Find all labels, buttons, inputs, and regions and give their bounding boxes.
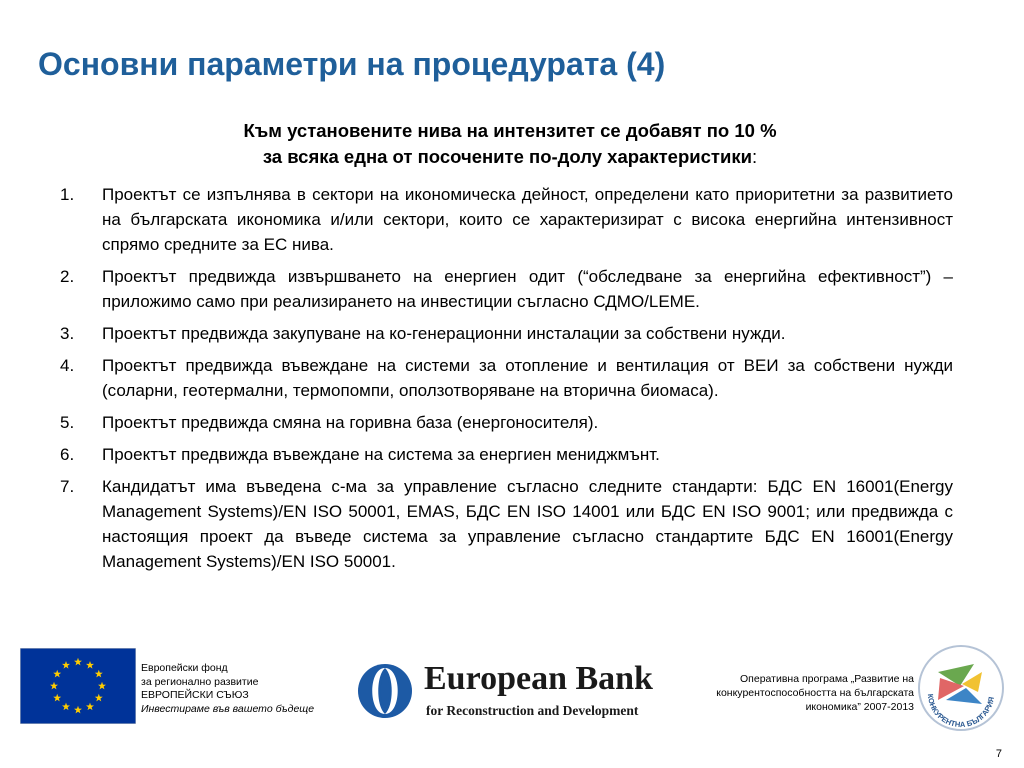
criteria-list — [60, 182, 953, 581]
intro-line-2 — [60, 144, 960, 170]
list-item — [60, 264, 953, 314]
list-item — [60, 410, 953, 435]
op-line: конкурентоспособността на българската — [716, 687, 914, 699]
page-number: 7 — [995, 748, 1002, 760]
intro-text — [60, 118, 960, 170]
list-item — [60, 442, 953, 467]
list-item-number: 5. — [60, 413, 75, 432]
list-item-number: 3. — [60, 324, 75, 343]
list-item-text: Проектът се изпълнява в сектори на икономическа дейност, определени като приоритетни за развитието на българската икономика и/или сектори, които се характеризират с висока енергийна интензивност спрямо средните за ЕС нива. — [102, 185, 953, 254]
list-item — [60, 353, 953, 403]
list-item-text: Кандидатът има въведена с-ма за управление съгласно следните стандарти: БДС EN 16001(Energy Management Systems)/EN ISO 50001, EMAS, БДС EN ISO 14001 или БДС EN ISO 9001; или предвижда с настоящия проект да въведе система за управление съгласно стандартите БДС EN 16001(Energy Management Systems)/EN ISO 50001. — [102, 477, 953, 571]
op-line: икономика” 2007-2013 — [805, 701, 914, 713]
op-line: Оперативна програма „Развитие на — [740, 673, 914, 685]
list-item-text: Проектът предвижда извършването на енергиен одит (“обследване за енергийна ефективност”) – приложимо само при реализирането на инвестиции съгласно СДМО/LEME. — [102, 267, 953, 311]
list-item-text: Проектът предвижда смяна на горивна база (енергоносителя). — [102, 413, 599, 432]
ebrd-logo — [356, 658, 666, 728]
intro-line-2-text: за всяка една от посочените по-долу характеристики — [262, 146, 752, 167]
eu-union-line: ЕВРОПЕЙСКИ СЪЮЗ — [141, 689, 249, 701]
kb-logo-text: КОНКУРЕНТНА БЪЛГАРИЯ — [925, 693, 996, 730]
list-item — [60, 182, 953, 257]
slide-title: Основни параметри на процедурата (4) — [38, 46, 666, 82]
list-item-number: 6. — [60, 445, 75, 464]
list-item-number: 7. — [60, 477, 75, 496]
eu-fund-line: Европейски фонд — [141, 662, 228, 674]
eu-fund-text — [141, 662, 314, 716]
eu-flag-logo — [20, 648, 136, 724]
list-item-number: 1. — [60, 185, 75, 204]
list-item-number: 2. — [60, 267, 75, 286]
footer — [0, 638, 1024, 768]
eu-fund-line: за регионално развитие — [141, 675, 259, 688]
intro-colon: : — [751, 146, 758, 167]
ebrd-emblem-icon — [356, 662, 414, 720]
list-item — [60, 321, 953, 346]
ebrd-subtitle: for Reconstruction and Development — [426, 703, 639, 718]
ebrd-name: European Bank — [424, 660, 653, 697]
list-item-text: Проектът предвижда закупуване на ко-генерационни инсталации за собствени нужди. — [102, 324, 786, 343]
list-item-text: Проектът предвижда въвеждане на системи за отопление и вентилация от ВЕИ за собствени нужди (соларни, геотермални, термопомпи, оползотворяване на вторична биомаса). — [102, 356, 953, 400]
intro-line-1: Към установените нива на интензитет се добавят по 10 % — [243, 120, 777, 141]
list-item-number: 4. — [60, 356, 75, 375]
operational-programme-text — [716, 672, 914, 714]
eu-slogan: Инвестираме във вашето бъдеще — [141, 702, 315, 715]
list-item — [60, 474, 953, 574]
list-item-text: Проектът предвижда въвеждане на система за енергиен мениджмънт. — [102, 445, 660, 464]
competitive-bulgaria-logo — [916, 642, 1006, 738]
